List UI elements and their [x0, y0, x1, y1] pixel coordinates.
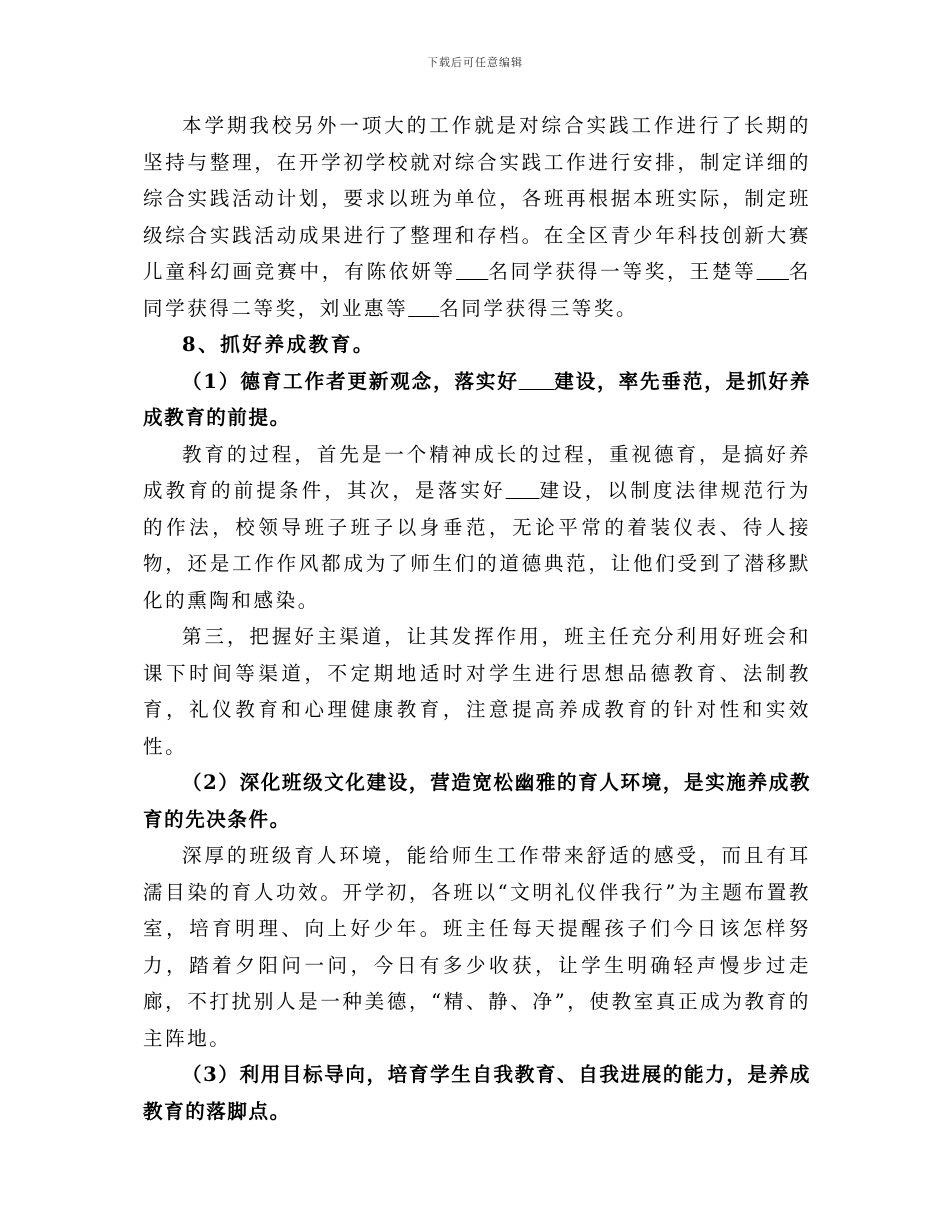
subheading-2-class-culture — [143, 765, 811, 838]
paragraph-text: 建设，率先垂范，是抓好养成教育的前提。 — [143, 369, 812, 429]
paragraph-text: 第三，把握好主渠道，让其发挥作用，班主任充分利用好班会和课下时间等渠道，不定期地适时对学生进行思想品德教育、法制教育，礼仪教育和心理健康教育，注意提高养成教育的针对性和实效性。 — [143, 625, 811, 758]
paragraph-text: 名同学获得一等奖，王楚等 — [488, 260, 757, 283]
document-body — [143, 108, 811, 1130]
paragraph-practice-work — [143, 108, 811, 327]
subheading-1-moral-concept — [143, 364, 811, 437]
section-heading-habit-education — [143, 327, 811, 364]
paragraph-text: 本学期我校另外一项大的工作就是对综合实践工作进行了长期的坚持与整理，在开学初学校就对综合实践工作进行安排，制定详细的综合实践活动计划，要求以班为单位，各班再根据本班实际，制定班级综合实践活动成果进行了整理和存档。在全区青少年科技创新大赛儿童科幻画竞赛中，有陈依妍等 — [143, 114, 811, 283]
fill-in-blank — [456, 260, 488, 283]
paragraph-education-process — [143, 437, 811, 620]
paragraph-text: 教育的过程，首先是一个精神成长的过程，重视德育，是搞好养成教育的前提条件，其次，是落实好 — [143, 442, 811, 502]
paragraph-text: 名同学获得三等奖。 — [439, 296, 639, 320]
fill-in-blank — [506, 479, 540, 502]
fill-in-blank — [408, 297, 439, 320]
fill-in-blank — [519, 370, 555, 393]
fill-in-blank — [757, 260, 789, 283]
page-header-note: 下载后可任意编辑 — [427, 56, 523, 69]
paragraph-text: 建设，以制度法律规范行为的作法，校领导班子班子以身垂范，无论平常的着装仪表、待人接物，还是工作作风都成为了师生们的道德典范，让他们受到了潜移默化的熏陶和感染。 — [143, 479, 811, 612]
paragraph-text: （2）深化班级文化建设，营造宽松幽雅的育人环境，是实施养成教育的先决条件。 — [143, 771, 811, 831]
paragraph-text: 8、抓好养成教育。 — [182, 333, 375, 356]
subheading-3-goal-orientation — [143, 1057, 811, 1130]
paragraph-text: （3）利用目标导向，培育学生自我教育、自我进展的能力，是养成教育的落脚点。 — [143, 1063, 811, 1123]
paragraph-text: 名同学获得二等奖，刘业惠等 — [143, 260, 812, 320]
paragraph-main-channel — [143, 619, 811, 765]
paragraph-text: （1）德育工作者更新观念，落实好 — [182, 369, 519, 393]
paragraph-class-environment — [143, 838, 811, 1057]
paragraph-text: 深厚的班级育人环境，能给师生工作带来舒适的感受，而且有耳濡目染的育人功效。开学初，各班以“文明礼仪伴我行”为主题布置教室，培育明理、向上好少年。班主任每天提醒孩子们今日该怎样努力，踏着夕阳问一问，今日有多少收获，让学生明确轻声慢步过走廊，不打扰别人是一种美德，“精、静、净”，使教室真正成为教育的主阵地。 — [143, 844, 811, 1050]
